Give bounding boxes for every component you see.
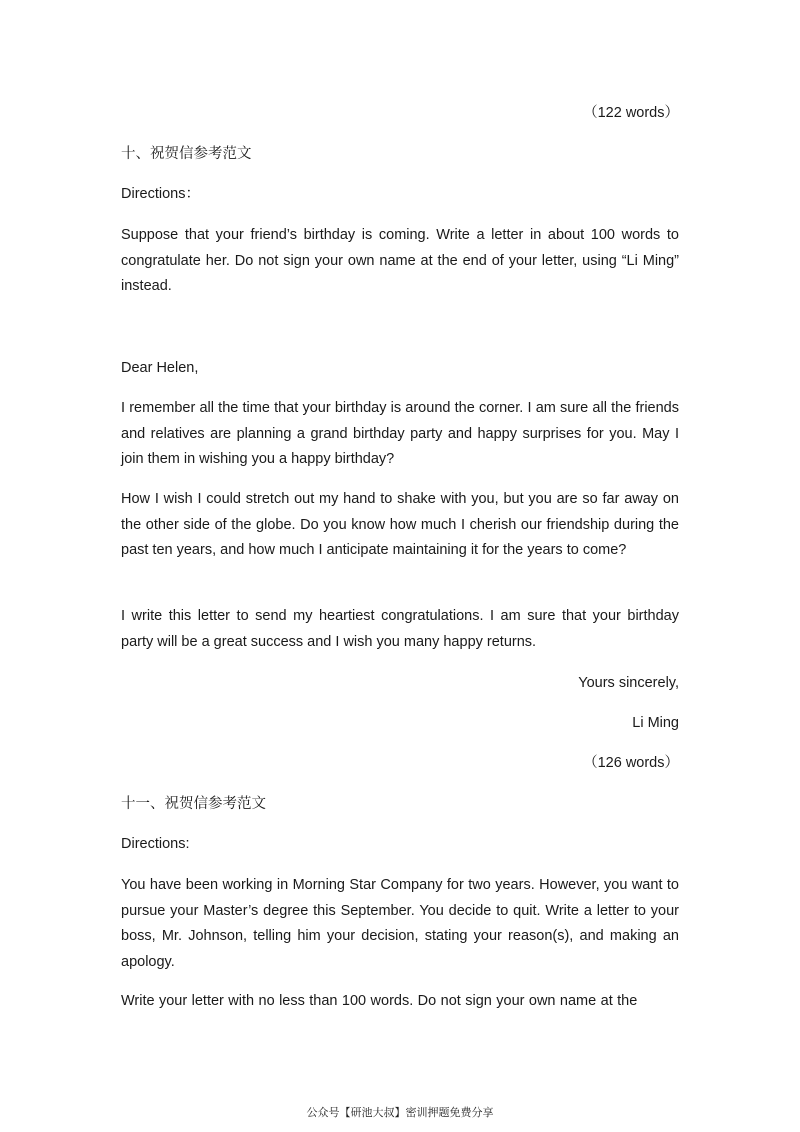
section-eleven-directions-label: Directions: [121, 836, 190, 852]
letter-salutation: Dear Helen, [121, 360, 199, 376]
page-footer: 公众号【研池大叔】密训押题免费分享 [306, 1106, 494, 1119]
letter-paragraph-3: I write this letter to send my heartiest congratulations. I am sure that your birthday party will be a great success and I wish you many happy returns. [121, 608, 679, 650]
word-count-top: （122 words） [583, 105, 679, 121]
section-eleven-heading: 十一、祝贺信参考范文 [121, 796, 266, 812]
section-eleven-directions-text: You have been working in Morning Star Company for two years. However, you want to pursue your Master’s degree this September. You decide to quit. Write a letter to your boss, Mr. Johnson, telling him your decision, stating your reason(s), and making an apology. [121, 877, 679, 970]
letter-paragraph-1: I remember all the time that your birthday is around the corner. I am sure all the friends and relatives are planning a grand birthday party and happy surprises for you. May I join them in wishing you a happy birthday? [121, 400, 679, 467]
letter-closing: Yours sincerely, [578, 675, 679, 691]
section-eleven-instruction: Write your letter with no less than 100 words. Do not sign your own name at the [121, 993, 638, 1009]
letter-paragraph-2: How I wish I could stretch out my hand to shake with you, but you are so far away on the other side of the globe. Do you know how much I cherish our friendship during the past ten years, and how much I anticipate maintaining it for the years to come? [121, 491, 679, 558]
section-ten-heading: 十、祝贺信参考范文 [121, 146, 252, 162]
section-ten-directions-label: Directions： [121, 186, 200, 202]
section-ten-directions-text: Suppose that your friend’s birthday is coming. Write a letter in about 100 words to congratulate her. Do not sign your own name at the end of your letter, using “Li Ming” instead. [121, 227, 679, 294]
word-count-section-ten: （126 words） [583, 755, 679, 771]
letter-signature: Li Ming [632, 715, 679, 731]
